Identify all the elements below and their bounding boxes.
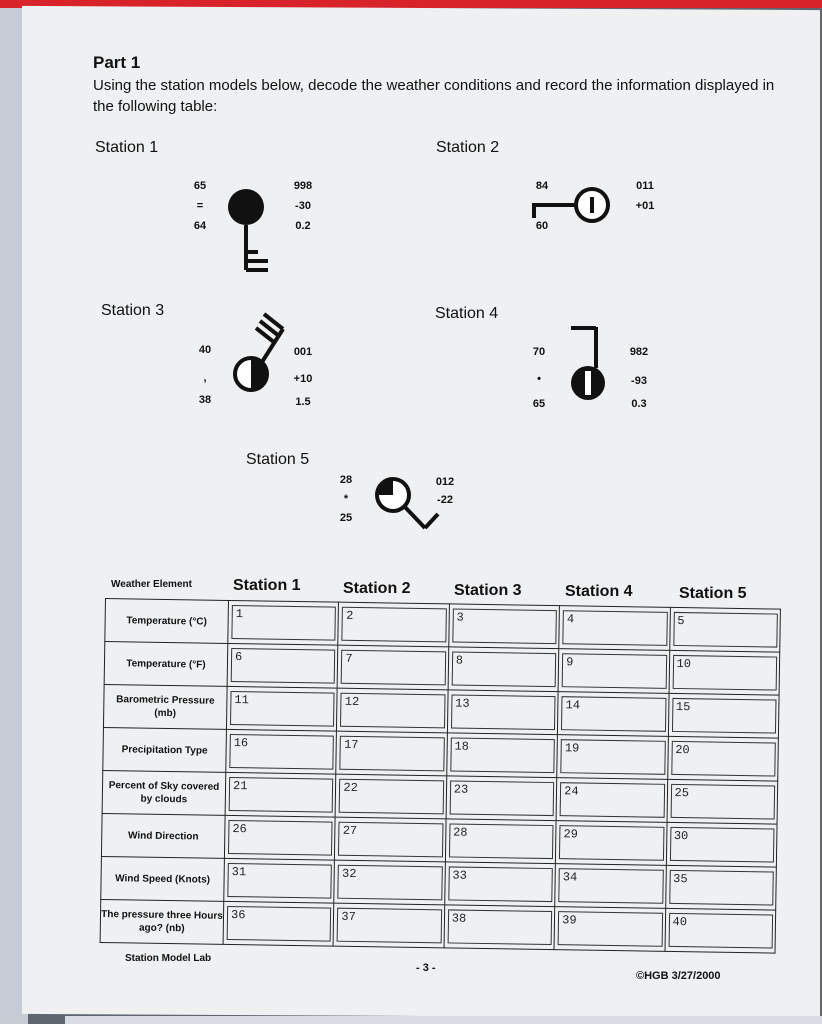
answer-box[interactable]: 26: [228, 820, 333, 856]
station-5-pressure: 012: [435, 476, 455, 488]
station-1-precipitation: 0.2: [295, 220, 311, 232]
answer-cell: [557, 735, 668, 780]
answer-cell: [665, 865, 776, 910]
answer-box[interactable]: 38: [447, 909, 552, 945]
next-page-edge: [65, 1016, 822, 1024]
answer-cell: [559, 606, 670, 651]
station-5-weather-symbol: *: [343, 493, 349, 505]
station-3-precipitation: 1.5: [295, 396, 311, 408]
answer-cell: [447, 733, 558, 778]
station-4-weather-symbol: •: [537, 373, 541, 385]
answer-box[interactable]: 32: [338, 865, 443, 901]
answer-box[interactable]: 34: [558, 868, 663, 904]
answer-box[interactable]: 16: [229, 734, 334, 770]
answer-box[interactable]: 8: [451, 651, 556, 687]
answer-cell: [449, 604, 560, 649]
answer-box[interactable]: 25: [670, 784, 775, 820]
station-4-model: [571, 327, 605, 400]
station-1-pressure: 998: [293, 180, 313, 192]
station-1-pressure-change: -30: [295, 200, 311, 212]
answer-cell: [225, 772, 336, 817]
answer-box[interactable]: 19: [560, 739, 665, 775]
answer-box[interactable]: 12: [340, 693, 445, 729]
answer-cell: [445, 862, 556, 907]
station-5-pressure-change: -22: [437, 494, 453, 506]
answer-cell: [667, 779, 778, 824]
answer-box[interactable]: 33: [448, 866, 553, 902]
answer-cell: [668, 693, 779, 738]
answer-cell: [338, 602, 449, 647]
answer-box[interactable]: 23: [449, 780, 554, 816]
answer-box[interactable]: 39: [558, 911, 663, 947]
answer-cell: [447, 690, 558, 735]
station-1-dewpoint: 64: [193, 220, 207, 232]
answer-box[interactable]: 20: [671, 741, 776, 777]
station-2-dewpoint: 60: [535, 220, 549, 232]
footer-lab-title: Station Model Lab: [125, 953, 212, 964]
answer-cell: [336, 731, 447, 776]
answer-box[interactable]: 22: [339, 779, 444, 815]
station-4-pressure-change: -93: [631, 375, 647, 387]
station-3-temperature: 40: [198, 344, 212, 356]
answer-cell: [667, 736, 778, 781]
answer-cell: [558, 692, 669, 737]
station-5-temperature: 28: [339, 474, 353, 486]
row-label: Wind Direction: [101, 813, 225, 858]
station-3-label: Station 3: [101, 302, 165, 319]
answer-cell: [223, 901, 334, 946]
column-header-station-4: Station 4: [565, 583, 633, 600]
answer-cell: [224, 858, 335, 903]
answer-cell: [335, 817, 446, 862]
answer-box[interactable]: 6: [231, 648, 336, 684]
instructions-text: Using the station models below, decode the weather conditions and record the information displayed in the following table:: [93, 77, 775, 115]
station-5-dewpoint: 25: [339, 512, 353, 524]
station-2-model: [532, 189, 608, 221]
row-label: Barometric Pressure (mb): [103, 684, 227, 729]
answer-box[interactable]: 27: [338, 822, 443, 858]
answer-box[interactable]: 29: [559, 825, 664, 861]
answer-box[interactable]: 11: [230, 691, 335, 727]
row-label: Temperature (°F): [104, 642, 228, 687]
answer-cell: [556, 778, 667, 823]
station-1-temperature: 65: [193, 180, 207, 192]
station-3-dewpoint: 38: [198, 394, 212, 406]
answer-cell: [666, 822, 777, 867]
answer-box[interactable]: 14: [561, 696, 666, 732]
station-4-pressure: 982: [629, 346, 649, 358]
station-5-label: Station 5: [246, 451, 310, 468]
answer-cell: [558, 649, 669, 694]
answer-cell: [556, 821, 667, 866]
answer-box[interactable]: 28: [449, 823, 554, 859]
station-2-temperature: 84: [535, 180, 549, 192]
answer-cell: [444, 905, 555, 950]
station-3-model: [235, 314, 283, 390]
answer-cell: [226, 686, 337, 731]
station-4-temperature: 70: [532, 346, 546, 358]
answer-box[interactable]: 31: [227, 863, 332, 899]
answer-cell: [446, 776, 557, 821]
answer-cell: [224, 815, 335, 860]
station-5-model: [377, 479, 438, 528]
column-header-station-5: Station 5: [679, 585, 747, 602]
weather-data-table: [100, 598, 781, 954]
station-2-pressure: 011: [636, 180, 654, 192]
station-2-label: Station 2: [436, 139, 500, 156]
answer-box[interactable]: 36: [227, 906, 332, 942]
answer-cell: [338, 645, 449, 690]
column-header-station-2: Station 2: [343, 580, 411, 597]
row-label: Percent of Sky covered by clouds: [102, 770, 226, 815]
answer-box[interactable]: 37: [337, 908, 442, 944]
part-title: Part 1: [93, 53, 141, 72]
station-2-pressure-change: +01: [635, 200, 655, 212]
station-1-label: Station 1: [95, 139, 159, 156]
row-label: Temperature (°C): [105, 599, 229, 644]
answer-box[interactable]: 30: [670, 827, 775, 863]
answer-box[interactable]: 1: [231, 605, 336, 641]
station-3-pressure: 001: [293, 346, 313, 358]
answer-cell: [335, 774, 446, 819]
answer-cell: [333, 903, 444, 948]
row-label: The pressure three Hours ago? (nb): [100, 899, 224, 944]
answer-box[interactable]: 3: [452, 608, 557, 644]
row-label: Precipitation Type: [103, 727, 227, 772]
footer-page-number: - 3 -: [416, 962, 436, 974]
answer-cell: [554, 907, 665, 952]
answer-cell: [337, 688, 448, 733]
station-3-weather-symbol: ,: [203, 372, 207, 384]
answer-box[interactable]: 18: [450, 737, 555, 773]
answer-box[interactable]: 2: [342, 607, 447, 643]
answer-box[interactable]: 40: [668, 913, 773, 949]
answer-cell: [334, 860, 445, 905]
answer-box[interactable]: 15: [672, 698, 777, 734]
answer-box[interactable]: 17: [340, 736, 445, 772]
answer-box[interactable]: 5: [673, 612, 778, 648]
answer-cell: [555, 864, 666, 909]
answer-box[interactable]: 35: [669, 870, 774, 906]
answer-cell: [228, 600, 339, 645]
answer-cell: [445, 819, 556, 864]
row-label: Wind Speed (Knots): [101, 856, 225, 901]
answer-box[interactable]: 10: [672, 655, 777, 691]
answer-cell: [665, 908, 776, 953]
answer-box[interactable]: 4: [563, 610, 668, 646]
answer-box[interactable]: 9: [562, 653, 667, 689]
answer-box[interactable]: 13: [451, 694, 556, 730]
answer-cell: [669, 607, 780, 652]
answer-cell: [669, 650, 780, 695]
station-4-dewpoint: 65: [532, 398, 546, 410]
column-header-station-3: Station 3: [454, 582, 522, 599]
answer-cell: [227, 643, 338, 688]
answer-cell: [448, 647, 559, 692]
answer-box[interactable]: 21: [229, 777, 334, 813]
footer-copyright: ©HGB 3/27/2000: [636, 970, 721, 982]
column-header-station-1: Station 1: [233, 577, 301, 594]
station-4-precipitation: 0.3: [631, 398, 647, 410]
corner-header: Weather Element: [111, 579, 192, 590]
station-3-pressure-change: +10: [293, 373, 313, 385]
answer-cell: [226, 729, 337, 774]
answer-box[interactable]: 7: [341, 650, 446, 686]
station-4-label: Station 4: [435, 305, 499, 322]
station-1-model: [228, 189, 268, 270]
answer-box[interactable]: 24: [560, 782, 665, 818]
station-1-weather-symbol: =: [196, 200, 204, 212]
